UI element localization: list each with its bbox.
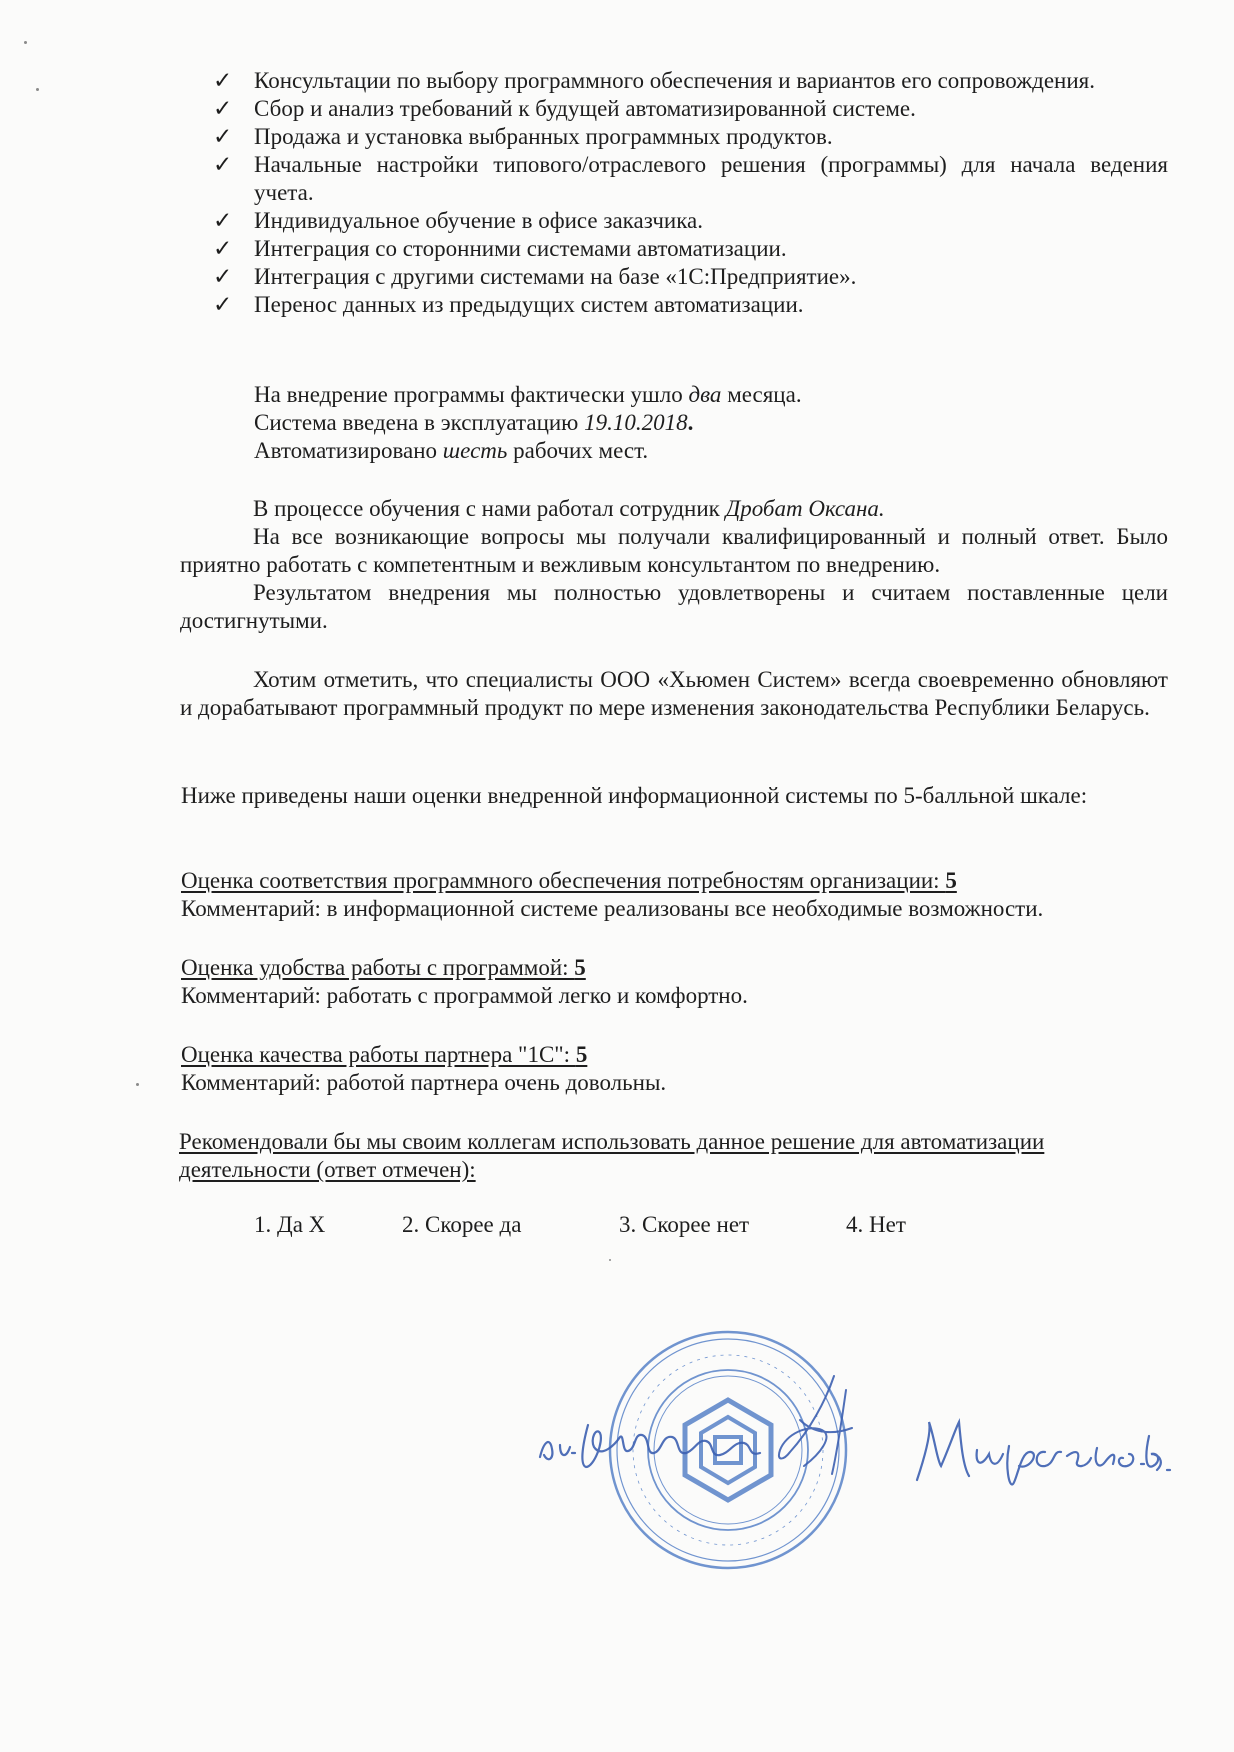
- checkmark-icon: ✓: [213, 236, 233, 261]
- list-item: ✓ Консультации по выбору программного обеспечения и вариантов его сопровождения.: [213, 68, 1095, 93]
- checkmark-icon: ✓: [213, 208, 233, 233]
- option-rather-no: 3. Скорее нет: [619, 1212, 750, 1237]
- training-result: Результатом внедрения мы полностью удовлетворены и считаем поставленные цели достигнутыми.: [180, 580, 1168, 633]
- ratings-intro: Ниже приведены наши оценки внедренной информационной системы по 5-балльной шкале:: [181, 783, 1088, 808]
- list-item: ✓ Индивидуальное обучение в офисе заказчика.: [213, 208, 703, 233]
- training-section: [180, 495, 1168, 635]
- recommend-options: [0, 1211, 1234, 1241]
- list-item: ✓ Интеграция с другими системами на базе «1С:Предприятие».: [213, 264, 857, 289]
- services-list: [213, 67, 1168, 319]
- rating-label: Оценка соответствия программного обеспечения потребностям организации: 5: [181, 868, 957, 893]
- list-item: ✓ Начальные настройки типового/отраслевого решения (программы) для начала ведения учета.: [213, 152, 1168, 205]
- rating-label: Оценка качества работы партнера "1С": 5: [181, 1042, 588, 1067]
- employee-name: Дробат Оксана.: [725, 496, 885, 521]
- workplaces-count: Автоматизировано шесть рабочих мест.: [254, 438, 649, 463]
- list-item: ✓ Продажа и установка выбранных программных продуктов.: [213, 124, 833, 149]
- legislation-note: Хотим отметить, что специалисты ООО «Хьюмен Систем» всегда своевременно обновляют и дорабатывают программный продукт по мере изменения законодательства Республики Беларусь.: [180, 667, 1168, 720]
- left-handwritten-signature: [530, 1405, 790, 1480]
- option-rather-yes: 2. Скорее да: [402, 1212, 522, 1237]
- checkmark-icon: ✓: [213, 152, 233, 177]
- scan-speck: [24, 41, 27, 44]
- rating-item: [181, 867, 1181, 923]
- checkmark-icon: ✓: [213, 292, 233, 317]
- rating-comment: Комментарий: в информационной системе реализованы все необходимые возможности.: [181, 896, 1044, 921]
- list-item: ✓ Сбор и анализ требований к будущей автоматизированной системе.: [213, 96, 916, 121]
- scan-speck: [609, 1259, 611, 1261]
- rating-comment: Комментарий: работой партнера очень довольны.: [181, 1070, 667, 1095]
- checkmark-icon: ✓: [213, 96, 233, 121]
- implementation-duration: На внедрение программы фактически ушло два месяца.: [254, 382, 802, 407]
- rating-label: Оценка удобства работы с программой: 5: [181, 955, 586, 980]
- right-handwritten-signature: [905, 1410, 1175, 1490]
- rating-comment: Комментарий: работать с программой легко и комфортно.: [181, 983, 748, 1008]
- scan-speck: [136, 1083, 139, 1086]
- checkmark-icon: ✓: [213, 124, 233, 149]
- training-feedback: На все возникающие вопросы мы получали квалифицированный и полный ответ. Было приятно работать с компетентным и вежливым консультантом по внедрению.: [180, 524, 1168, 577]
- commissioning-date: Система введена в эксплуатацию 19.10.2018.: [254, 410, 694, 435]
- list-item: ✓ Интеграция со сторонними системами автоматизации.: [213, 236, 787, 261]
- checkmark-icon: ✓: [213, 264, 233, 289]
- rating-score: 5: [574, 955, 586, 980]
- rating-item: [181, 954, 1181, 1010]
- training-employee-line: В процессе обучения с нами работал сотрудник Дробат Оксана.: [253, 496, 885, 521]
- rating-score: 5: [575, 1042, 588, 1067]
- option-no: 4. Нет: [846, 1212, 906, 1237]
- rating-score: 5: [945, 868, 957, 893]
- option-yes-selected: 1. Да X: [254, 1212, 326, 1237]
- scribble-signature-mark: [760, 1370, 870, 1480]
- checkmark-icon: ✓: [213, 68, 233, 93]
- recommend-question: Рекомендовали бы мы своим коллегам использовать данное решение для автоматизации деятельности (ответ отмечен):: [179, 1129, 1045, 1182]
- list-item: ✓ Перенос данных из предыдущих систем автоматизации.: [213, 292, 804, 317]
- rating-item: [181, 1041, 1181, 1097]
- scan-speck: [36, 88, 39, 91]
- implementation-facts: [254, 381, 1154, 465]
